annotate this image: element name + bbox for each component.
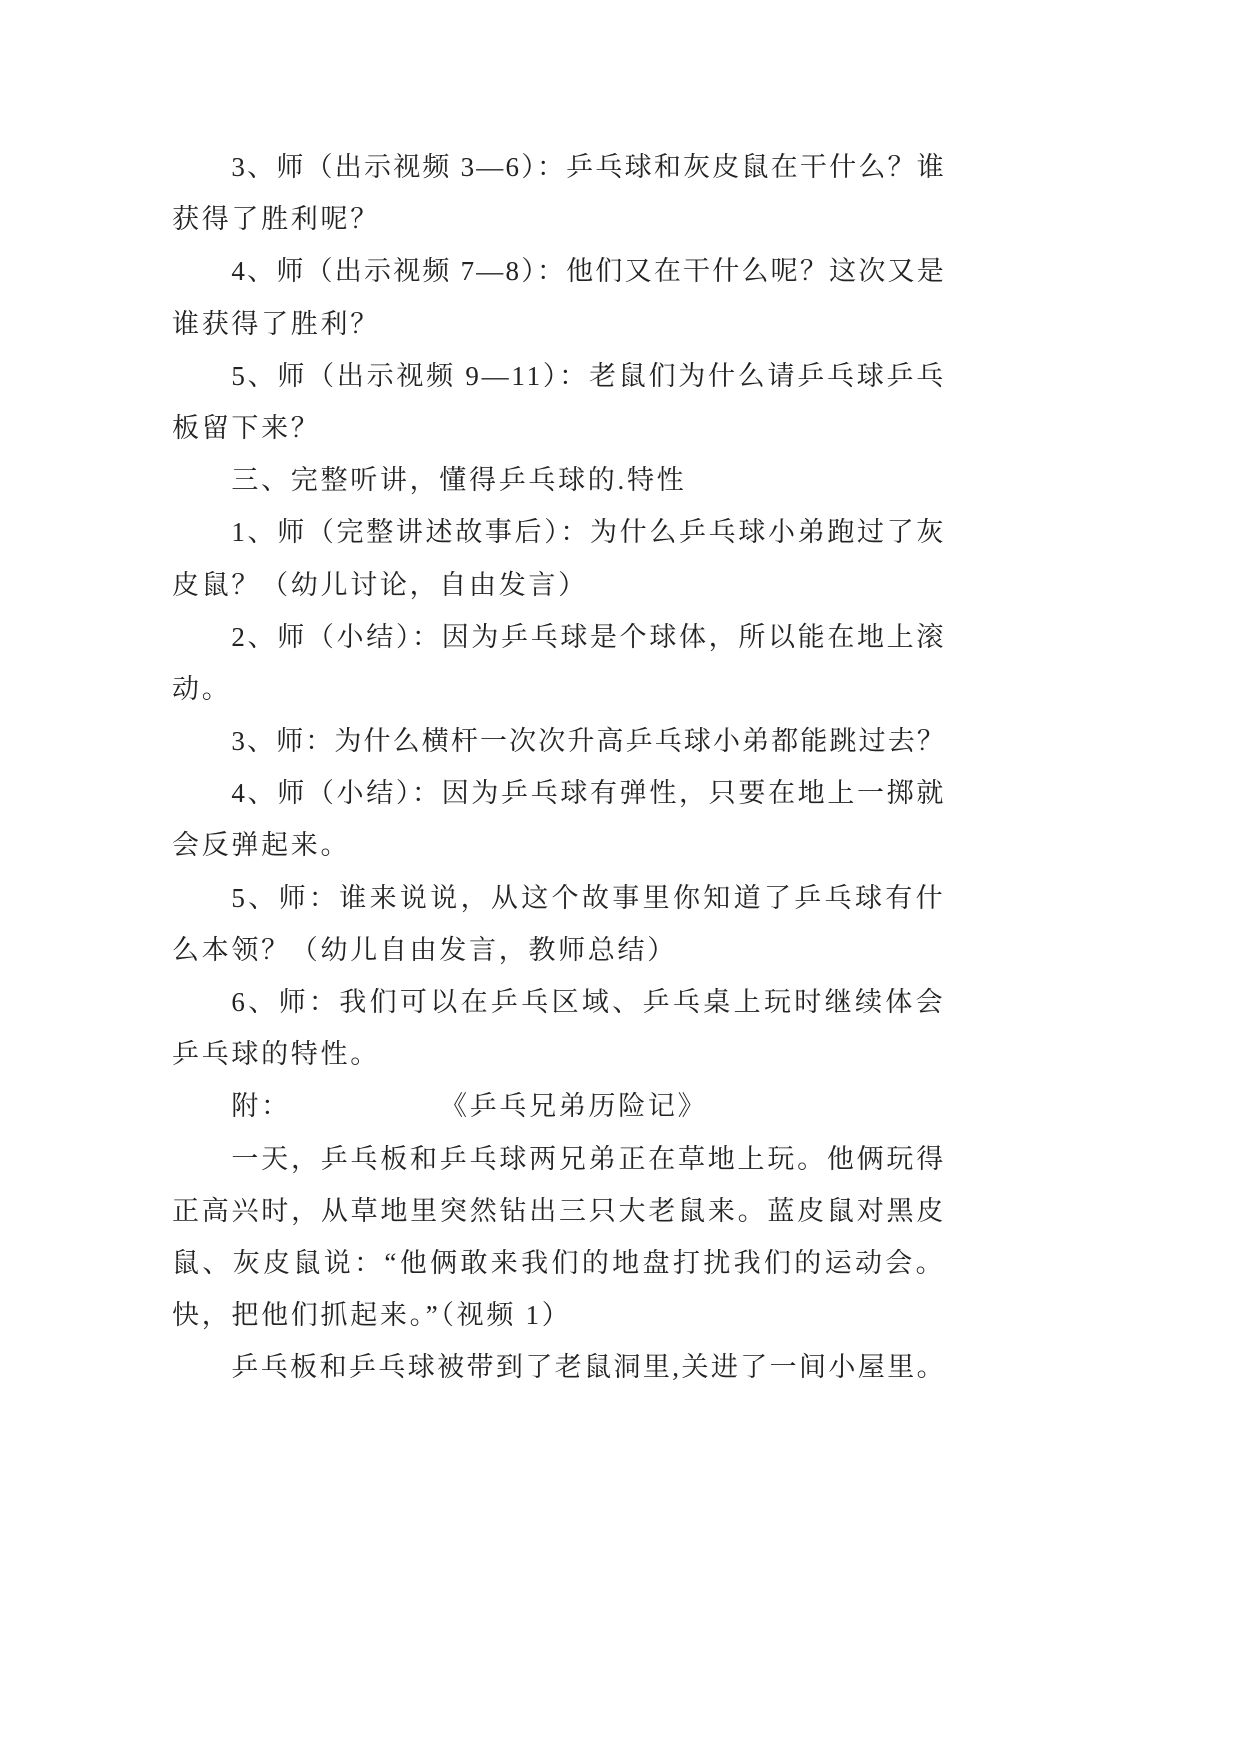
text-line [172, 663, 946, 715]
text-line-content: 4、师（小结）：因为乒乓球有弹性，只要在地上一掷就 [231, 778, 946, 809]
text-line-content: 2、师（小结）：因为乒乓球是个球体，所以能在地上滚 [231, 621, 946, 652]
text-line-content: 皮鼠？（幼儿讨论，自由发言） [172, 569, 588, 600]
text-line [172, 1237, 946, 1289]
text-line [172, 1028, 946, 1080]
text-line-content: 6、师：我们可以在乒乓区域、乒乓桌上玩时继续体会 [231, 987, 946, 1017]
section-heading [172, 454, 946, 506]
text-line [172, 559, 946, 611]
text-line-content: 获得了胜利呢？ [172, 204, 380, 235]
text-line-content: 动。 [172, 673, 232, 704]
text-line-content: 会反弹起来。 [172, 830, 351, 861]
text-line [172, 715, 946, 767]
paragraph [172, 872, 946, 976]
paragraph [172, 141, 946, 245]
text-line [172, 767, 946, 819]
text-line [172, 1289, 946, 1341]
paragraph [172, 245, 946, 349]
document-body [172, 141, 946, 1394]
paragraph [172, 350, 946, 454]
text-line [172, 924, 946, 976]
text-line-content: 正高兴时，从草地里突然钻出三只大老鼠来。蓝皮鼠对黑皮 [172, 1195, 946, 1226]
text-line-content: 3、师：为什么横杆一次次升高乒乓球小弟都能跳过去？ [231, 726, 946, 757]
text-line-content: 1、师（完整讲述故事后）：为什么乒乓球小弟跑过了灰 [231, 517, 946, 548]
text-line [172, 611, 946, 663]
text-line-content: 4、师（出示视频 7—8）：他们又在干什么呢？这次又是 [231, 256, 946, 287]
text-line [172, 298, 946, 350]
text-line-content: 板留下来？ [172, 412, 321, 443]
paragraph [172, 506, 946, 610]
text-line-content: 3、师（出示视频 3—6）：乒乓球和灰皮鼠在干什么？谁 [231, 152, 946, 182]
text-line [172, 1185, 946, 1237]
text-line-content: 一天，乒乓板和乒乓球两兄弟正在草地上玩。他俩玩得 [231, 1143, 946, 1174]
paragraph [172, 976, 946, 1080]
text-line-content: 乒乓板和乒乓球被带到了老鼠洞里,关进了一间小屋里。 [231, 1352, 946, 1383]
text-line-content: 快，把他们抓起来。”（视频 1） [172, 1300, 572, 1331]
text-line [172, 245, 946, 297]
appendix-heading [172, 1080, 946, 1132]
paragraph [172, 611, 946, 715]
story-paragraph [172, 1341, 946, 1393]
text-line [172, 1341, 946, 1393]
text-line [172, 402, 946, 454]
text-line [172, 872, 946, 924]
text-line [172, 350, 946, 402]
appendix-title: 《乒乓兄弟历险记》 [440, 1091, 708, 1122]
text-line-content: 乒乓球的特性。 [172, 1039, 380, 1070]
text-line [172, 506, 946, 558]
text-line [172, 819, 946, 871]
text-line-content: 鼠、灰皮鼠说：“他俩敢来我们的地盘打扰我们的运动会。 [172, 1247, 946, 1278]
story-paragraph [172, 1133, 946, 1342]
text-line [172, 454, 946, 506]
section-heading-text: 三、完整听讲，懂得乒乓球的.特性 [231, 465, 687, 496]
text-line-content: 5、师（出示视频 9—11）：老鼠们为什么请乒乓球乒乓 [231, 360, 946, 391]
paragraph [172, 767, 946, 871]
paragraph [172, 715, 946, 767]
text-line [172, 1080, 946, 1132]
text-line [172, 193, 946, 245]
appendix-label: 附： [231, 1091, 291, 1122]
text-line [172, 141, 946, 193]
text-line-content: 5、师：谁来说说，从这个故事里你知道了乒乓球有什 [231, 882, 946, 913]
text-line [172, 1133, 946, 1185]
text-line-content: 谁获得了胜利？ [172, 308, 380, 339]
text-line [172, 976, 946, 1028]
text-line-content: 么本领？（幼儿自由发言，教师总结） [172, 934, 677, 965]
